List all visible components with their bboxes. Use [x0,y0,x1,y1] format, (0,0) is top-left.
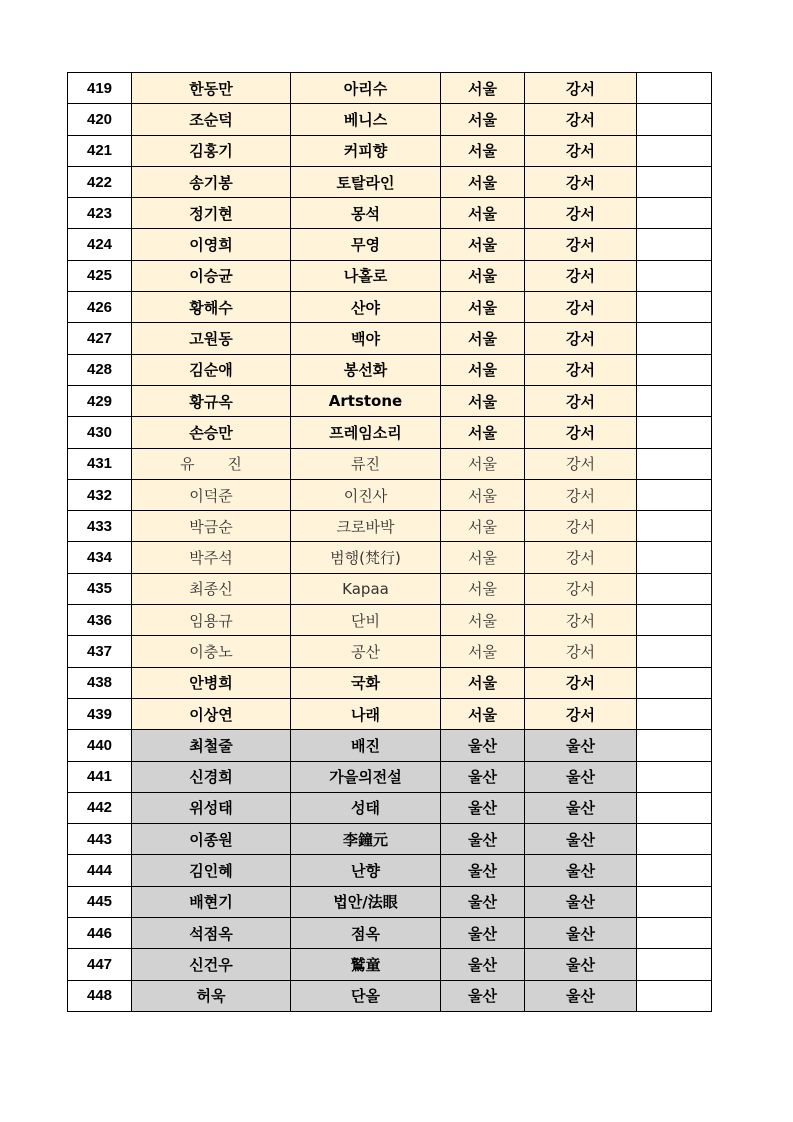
table-row [68,980,712,1011]
table-row [68,479,712,510]
alias-cell: 공산 [291,636,441,667]
row-number-cell: 434 [68,542,132,573]
district-cell: 강서 [525,417,637,448]
table-row [68,605,712,636]
member-name-cell: 배현기 [132,886,291,917]
district-cell: 강서 [525,542,637,573]
district-cell: 울산 [525,824,637,855]
alias-cell: Kapaa [291,573,441,604]
city-cell: 서울 [441,135,525,166]
alias-cell: 류진 [291,448,441,479]
row-number-cell: 428 [68,354,132,385]
table-row [68,385,712,416]
city-cell: 울산 [441,792,525,823]
table-row [68,323,712,354]
member-name-cell: 정기현 [132,198,291,229]
alias-cell: 점옥 [291,918,441,949]
member-name-cell: 이영희 [132,229,291,260]
alias-cell: 법안/法眼 [291,886,441,917]
row-number-cell: 426 [68,292,132,323]
alias-cell: 단올 [291,980,441,1011]
table-row [68,730,712,761]
alias-cell: Artstone [291,385,441,416]
member-name-cell: 허욱 [132,980,291,1011]
remarks-cell [637,542,712,573]
city-cell: 서울 [441,323,525,354]
city-cell: 서울 [441,229,525,260]
remarks-cell [637,730,712,761]
table-row [68,511,712,542]
alias-cell: 배진 [291,730,441,761]
district-cell: 강서 [525,605,637,636]
row-number-cell: 421 [68,135,132,166]
member-name-cell: 황해수 [132,292,291,323]
city-cell: 울산 [441,855,525,886]
city-cell: 울산 [441,949,525,980]
city-cell: 서울 [441,511,525,542]
district-cell: 울산 [525,980,637,1011]
table-row [68,855,712,886]
table-row [68,824,712,855]
row-number-cell: 444 [68,855,132,886]
row-number-cell: 442 [68,792,132,823]
alias-cell: 베니스 [291,104,441,135]
city-cell: 울산 [441,761,525,792]
district-cell: 강서 [525,698,637,729]
district-cell: 강서 [525,323,637,354]
city-cell: 울산 [441,824,525,855]
alias-cell: 나래 [291,698,441,729]
table-row [68,886,712,917]
remarks-cell [637,73,712,104]
remarks-cell [637,824,712,855]
table-row [68,761,712,792]
remarks-cell [637,667,712,698]
alias-cell: 프레임소리 [291,417,441,448]
city-cell: 서울 [441,73,525,104]
row-number-cell: 419 [68,73,132,104]
district-cell: 강서 [525,292,637,323]
alias-cell: 무영 [291,229,441,260]
row-number-cell: 443 [68,824,132,855]
alias-cell: 이진사 [291,479,441,510]
member-name-cell: 이충노 [132,636,291,667]
table-row [68,198,712,229]
district-cell: 강서 [525,448,637,479]
alias-cell: 나홀로 [291,260,441,291]
member-name-cell: 신건우 [132,949,291,980]
member-name-cell: 이승균 [132,260,291,291]
row-number-cell: 446 [68,918,132,949]
table-row [68,636,712,667]
city-cell: 울산 [441,980,525,1011]
row-number-cell: 435 [68,573,132,604]
row-number-cell: 433 [68,511,132,542]
remarks-cell [637,323,712,354]
city-cell: 서울 [441,573,525,604]
remarks-cell [637,385,712,416]
table-row [68,135,712,166]
alias-cell: 가을의전설 [291,761,441,792]
row-number-cell: 423 [68,198,132,229]
table-row [68,73,712,104]
alias-cell: 토탈라인 [291,166,441,197]
member-roster-table [67,72,712,1012]
table-row [68,292,712,323]
member-name-cell: 한동만 [132,73,291,104]
city-cell: 서울 [441,198,525,229]
row-number-cell: 425 [68,260,132,291]
district-cell: 강서 [525,667,637,698]
remarks-cell [637,479,712,510]
table-row [68,573,712,604]
table-row [68,229,712,260]
member-name-cell: 위성태 [132,792,291,823]
alias-cell: 국화 [291,667,441,698]
remarks-cell [637,198,712,229]
remarks-cell [637,636,712,667]
member-name-cell: 안병희 [132,667,291,698]
row-number-cell: 430 [68,417,132,448]
table-row [68,104,712,135]
district-cell: 울산 [525,855,637,886]
city-cell: 서울 [441,417,525,448]
remarks-cell [637,980,712,1011]
remarks-cell [637,292,712,323]
district-cell: 울산 [525,886,637,917]
city-cell: 서울 [441,698,525,729]
row-number-cell: 441 [68,761,132,792]
table-row [68,667,712,698]
remarks-cell [637,792,712,823]
remarks-cell [637,761,712,792]
alias-cell: 크로바박 [291,511,441,542]
district-cell: 강서 [525,385,637,416]
district-cell: 울산 [525,949,637,980]
remarks-cell [637,354,712,385]
row-number-cell: 448 [68,980,132,1011]
city-cell: 서울 [441,166,525,197]
remarks-cell [637,104,712,135]
member-name-cell: 손승만 [132,417,291,448]
remarks-cell [637,949,712,980]
district-cell: 강서 [525,260,637,291]
member-name-cell: 이덕준 [132,479,291,510]
row-number-cell: 431 [68,448,132,479]
district-cell: 울산 [525,761,637,792]
district-cell: 강서 [525,354,637,385]
row-number-cell: 437 [68,636,132,667]
city-cell: 서울 [441,448,525,479]
roster-body [68,73,712,1012]
city-cell: 서울 [441,636,525,667]
district-cell: 울산 [525,792,637,823]
remarks-cell [637,229,712,260]
district-cell: 강서 [525,511,637,542]
district-cell: 강서 [525,73,637,104]
district-cell: 강서 [525,166,637,197]
district-cell: 강서 [525,479,637,510]
city-cell: 서울 [441,385,525,416]
member-name-cell: 황규옥 [132,385,291,416]
alias-cell: 성태 [291,792,441,823]
city-cell: 서울 [441,667,525,698]
remarks-cell [637,605,712,636]
district-cell: 강서 [525,104,637,135]
district-cell: 울산 [525,918,637,949]
city-cell: 울산 [441,730,525,761]
district-cell: 울산 [525,730,637,761]
row-number-cell: 436 [68,605,132,636]
table-row [68,417,712,448]
city-cell: 서울 [441,260,525,291]
member-name-cell: 고원동 [132,323,291,354]
alias-cell: 난향 [291,855,441,886]
city-cell: 서울 [441,542,525,573]
row-number-cell: 429 [68,385,132,416]
member-name-cell: 이종원 [132,824,291,855]
remarks-cell [637,260,712,291]
row-number-cell: 440 [68,730,132,761]
remarks-cell [637,417,712,448]
table-row [68,448,712,479]
city-cell: 울산 [441,886,525,917]
remarks-cell [637,573,712,604]
district-cell: 강서 [525,229,637,260]
row-number-cell: 427 [68,323,132,354]
remarks-cell [637,511,712,542]
remarks-cell [637,886,712,917]
alias-cell: 李鐘元 [291,824,441,855]
row-number-cell: 420 [68,104,132,135]
member-name-cell: 임용규 [132,605,291,636]
member-name-cell: 박금순 [132,511,291,542]
alias-cell: 아리수 [291,73,441,104]
table-row [68,542,712,573]
district-cell: 강서 [525,573,637,604]
member-name-cell: 신경희 [132,761,291,792]
city-cell: 서울 [441,104,525,135]
member-name-cell: 최철줄 [132,730,291,761]
city-cell: 서울 [441,479,525,510]
row-number-cell: 432 [68,479,132,510]
city-cell: 서울 [441,292,525,323]
member-name-cell: 석점옥 [132,918,291,949]
member-name-cell: 김순애 [132,354,291,385]
alias-cell: 鷲童 [291,949,441,980]
alias-cell: 범행(梵行) [291,542,441,573]
alias-cell: 커피향 [291,135,441,166]
alias-cell: 봉선화 [291,354,441,385]
alias-cell: 산야 [291,292,441,323]
city-cell: 서울 [441,605,525,636]
table-row [68,354,712,385]
remarks-cell [637,918,712,949]
row-number-cell: 424 [68,229,132,260]
city-cell: 서울 [441,354,525,385]
member-name-cell: 유 진 [132,448,291,479]
member-name-cell: 송기봉 [132,166,291,197]
row-number-cell: 445 [68,886,132,917]
table-row [68,166,712,197]
member-name-cell: 조순덕 [132,104,291,135]
row-number-cell: 447 [68,949,132,980]
member-name-cell: 김인혜 [132,855,291,886]
district-cell: 강서 [525,135,637,166]
alias-cell: 백야 [291,323,441,354]
row-number-cell: 439 [68,698,132,729]
district-cell: 강서 [525,198,637,229]
remarks-cell [637,166,712,197]
district-cell: 강서 [525,636,637,667]
table-row [68,949,712,980]
member-name-cell: 최종신 [132,573,291,604]
member-name-cell: 박주석 [132,542,291,573]
table-row [68,918,712,949]
remarks-cell [637,135,712,166]
city-cell: 울산 [441,918,525,949]
member-name-cell: 김홍기 [132,135,291,166]
alias-cell: 몽석 [291,198,441,229]
table-row [68,792,712,823]
alias-cell: 단비 [291,605,441,636]
remarks-cell [637,448,712,479]
remarks-cell [637,698,712,729]
remarks-cell [637,855,712,886]
member-name-cell: 이상연 [132,698,291,729]
row-number-cell: 438 [68,667,132,698]
table-row [68,698,712,729]
row-number-cell: 422 [68,166,132,197]
table-row [68,260,712,291]
